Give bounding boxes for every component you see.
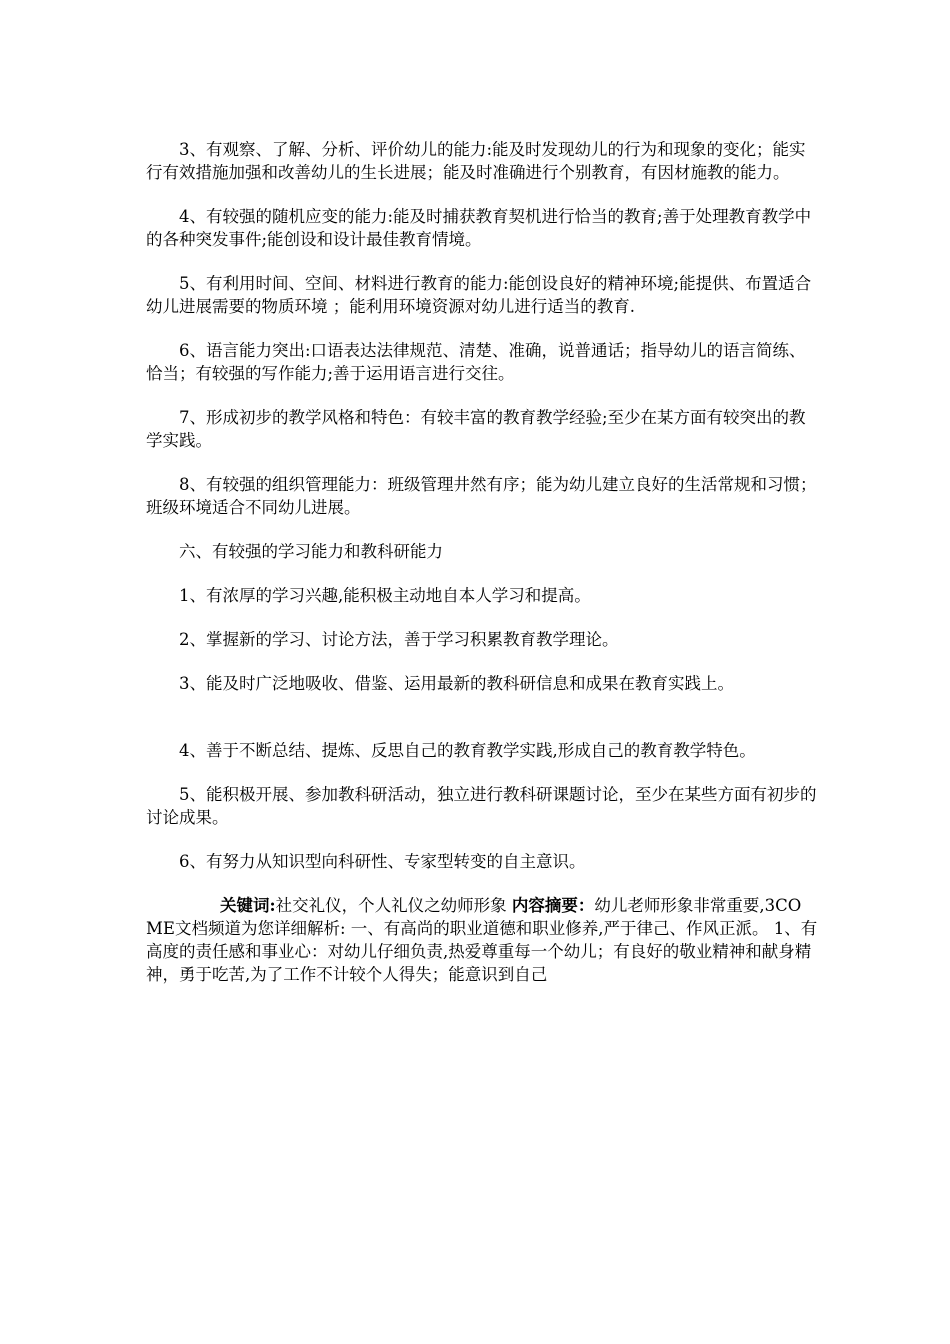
paragraph-transformation: 6、有努力从知识型向科研性、专家型转变的自主意识。: [179, 852, 586, 871]
abstract-text: 幼儿老师形象非常重要,3COME文档频道为您详细解析: 一、有高尚的职业道德和职业修养,严于律己、作风正派。 1、有高度的责任感和事业心：对幼儿仔细负责,热爱尊重每一个幼儿；有良好的敬业精神和献身精神，勇于吃苦,为了工作不计较个人得失；能意识到自己: [146, 896, 818, 984]
paragraph-research-activities: 5、能积极开展、参加教科研活动，独立进行教科研课题讨论，至少在某些方面有初步的讨论成果。: [146, 785, 817, 827]
paragraph-research-absorption: 3、能及时广泛地吸收、借鉴、运用最新的教科研信息和成果在教育实践上。: [179, 674, 734, 693]
document-body: [146, 138, 818, 986]
paragraph-reflection: 4、善于不断总结、提炼、反思自己的教育教学实践,形成自己的教育教学特色。: [179, 741, 756, 760]
paragraph-observation-ability: 3、有观察、了解、分析、评价幼儿的能力:能及时发现幼儿的行为和现象的变化；能实行有效措施加强和改善幼儿的生长进展；能及时准确进行个别教育，有因材施教的能力。: [146, 140, 806, 182]
paragraph-adaptability: 4、有较强的随机应变的能力:能及时捕获教育契机进行恰当的教育;善于处理教育教学中的各种突发事件;能创设和设计最佳教育情境。: [146, 207, 812, 249]
paragraph-learning-interest: 1、有浓厚的学习兴趣,能积极主动地自本人学习和提高。: [179, 586, 591, 605]
keywords-text: 社交礼仪，个人礼仪之幼师形象: [275, 896, 512, 915]
paragraph-learning-methods: 2、掌握新的学习、讨论方法，善于学习积累教育教学理论。: [179, 630, 619, 649]
paragraph-teaching-style: 7、形成初步的教学风格和特色：有较丰富的教育教学经验;至少在某方面有较突出的教学实践。: [146, 408, 806, 450]
summary-block: [146, 894, 818, 986]
abstract-label: 内容摘要：: [511, 896, 595, 915]
keywords-label: 关键词:: [220, 896, 276, 915]
paragraph-resource-use: 5、有利用时间、空间、材料进行教育的能力:能创设良好的精神环境;能提供、布置适合幼儿进展需要的物质环境 ；能利用环境资源对幼儿进行适当的教育.: [146, 274, 812, 316]
paragraph-management-ability: 8、有较强的组织管理能力：班级管理井然有序；能为幼儿建立良好的生活常规和习惯；班级环境适合不同幼儿进展。: [146, 475, 817, 517]
paragraph-language-ability: 6、语言能力突出:口语表达法律规范、清楚、准确，说普通话；指导幼儿的语言简练、恰当；有较强的写作能力;善于运用语言进行交往。: [146, 341, 806, 383]
section-heading-learning-research: 六、有较强的学习能力和教科研能力: [179, 542, 443, 561]
